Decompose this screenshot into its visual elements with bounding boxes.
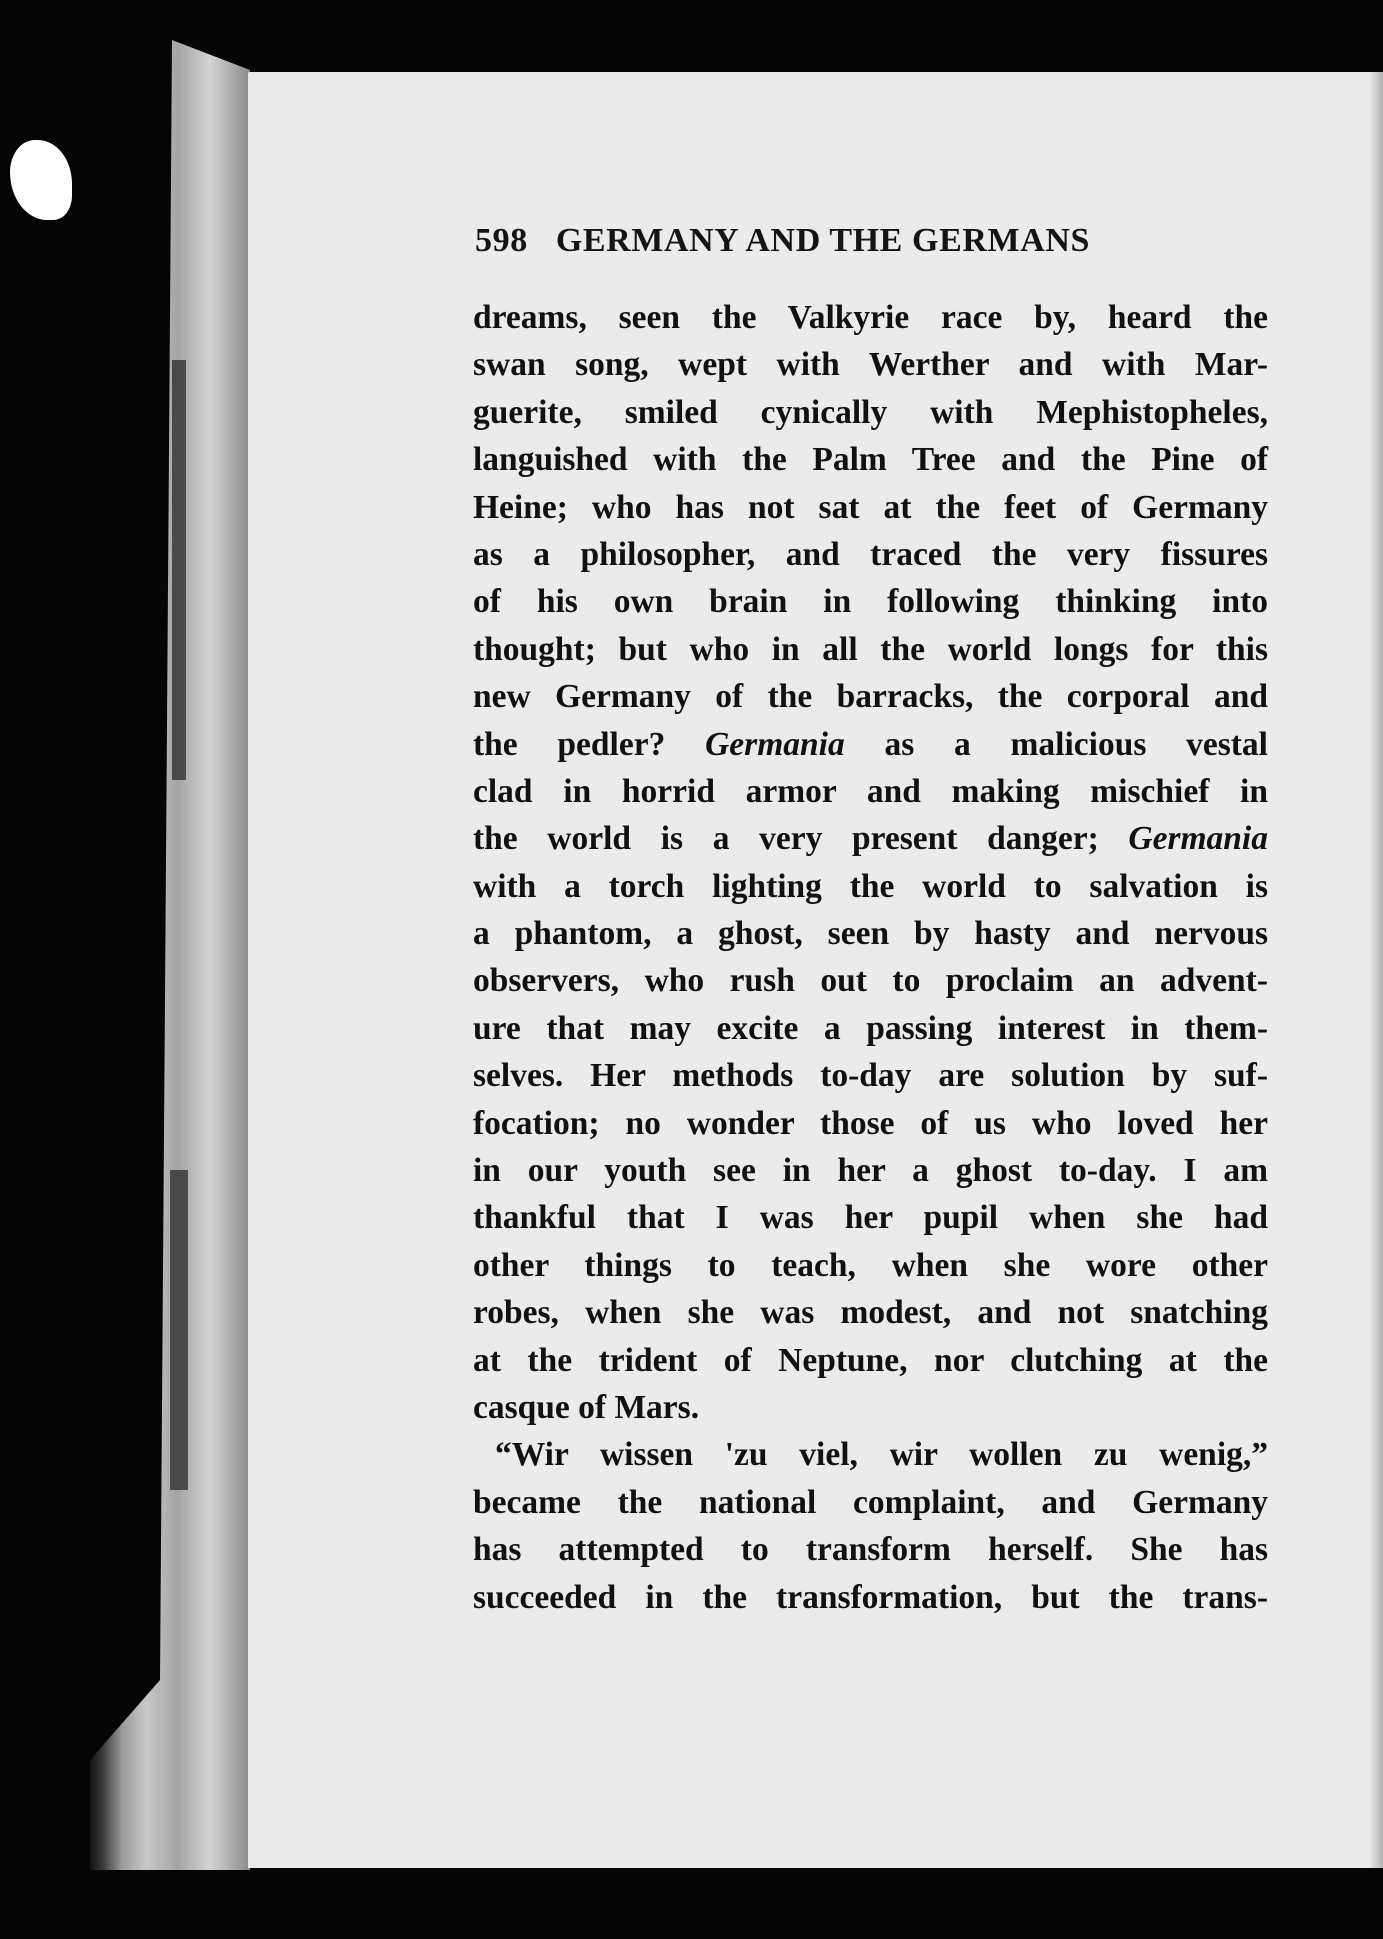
text-line: clad in horrid armor and making mischief in: [473, 772, 1268, 810]
text-line: thankful that I was her pupil when she had: [473, 1199, 1268, 1237]
text-line: of his own brain in following thinking into: [473, 583, 1268, 621]
text-line: selves. Her methods to-day are solution by suf-: [473, 1057, 1268, 1095]
text-line: a phantom, a ghost, seen by hasty and nervous: [473, 915, 1268, 953]
text-line: became the national complaint, and Germany: [473, 1483, 1268, 1521]
text-line: as a philosopher, and traced the very fissures: [473, 535, 1268, 573]
book-spine: [90, 40, 250, 1870]
text-line: succeeded in the transformation, but the trans-: [473, 1578, 1268, 1616]
text-line: the world is a very present danger; Germania: [473, 820, 1268, 858]
text-line: new Germany of the barracks, the corporal and: [473, 678, 1268, 716]
italic-word: Germania: [705, 725, 845, 763]
text-line: observers, who rush out to proclaim an advent-: [473, 962, 1268, 1000]
text-line: focation; no wonder those of us who loved her: [473, 1104, 1268, 1142]
text-line: thought; but who in all the world longs for this: [473, 630, 1268, 668]
text-line: robes, when she was modest, and not snatching: [473, 1294, 1268, 1332]
text-line: dreams, seen the Valkyrie race by, heard the: [473, 299, 1268, 336]
italic-word: Germania: [1128, 820, 1268, 858]
text-line: languished with the Palm Tree and the Pine of: [473, 441, 1268, 479]
spine-stain: [170, 1170, 188, 1490]
text-line: with a torch lighting the world to salvation is: [473, 867, 1268, 905]
text-line: casque of Mars.: [473, 1388, 700, 1426]
text-line: other things to teach, when she wore other: [473, 1246, 1268, 1284]
text-line: has attempted to transform herself. She has: [473, 1531, 1268, 1569]
text-line: in our youth see in her a ghost to-day. I am: [473, 1152, 1268, 1190]
text-line: guerite, smiled cynically with Mephistopheles,: [473, 393, 1268, 431]
text-line: ure that may excite a passing interest in them-: [473, 1009, 1268, 1047]
text-line: “Wir wissen 'zu viel, wir wollen zu wenig,”: [495, 1436, 1268, 1474]
text-line: Heine; who has not sat at the feet of Germany: [473, 488, 1268, 526]
text-line: at the trident of Neptune, nor clutching at the: [473, 1341, 1268, 1379]
running-head-title: GERMANY AND THE GERMANS: [555, 222, 1091, 259]
spine-stain: [172, 360, 186, 780]
scan-blemish: [10, 140, 72, 220]
text-line: swan song, wept with Werther and with Mar-: [473, 346, 1268, 384]
text-line: the pedler? Germania as a malicious vestal: [473, 725, 1268, 763]
body-text: [473, 294, 1268, 1621]
page-number: 598: [475, 222, 528, 259]
running-head: [475, 222, 1235, 260]
